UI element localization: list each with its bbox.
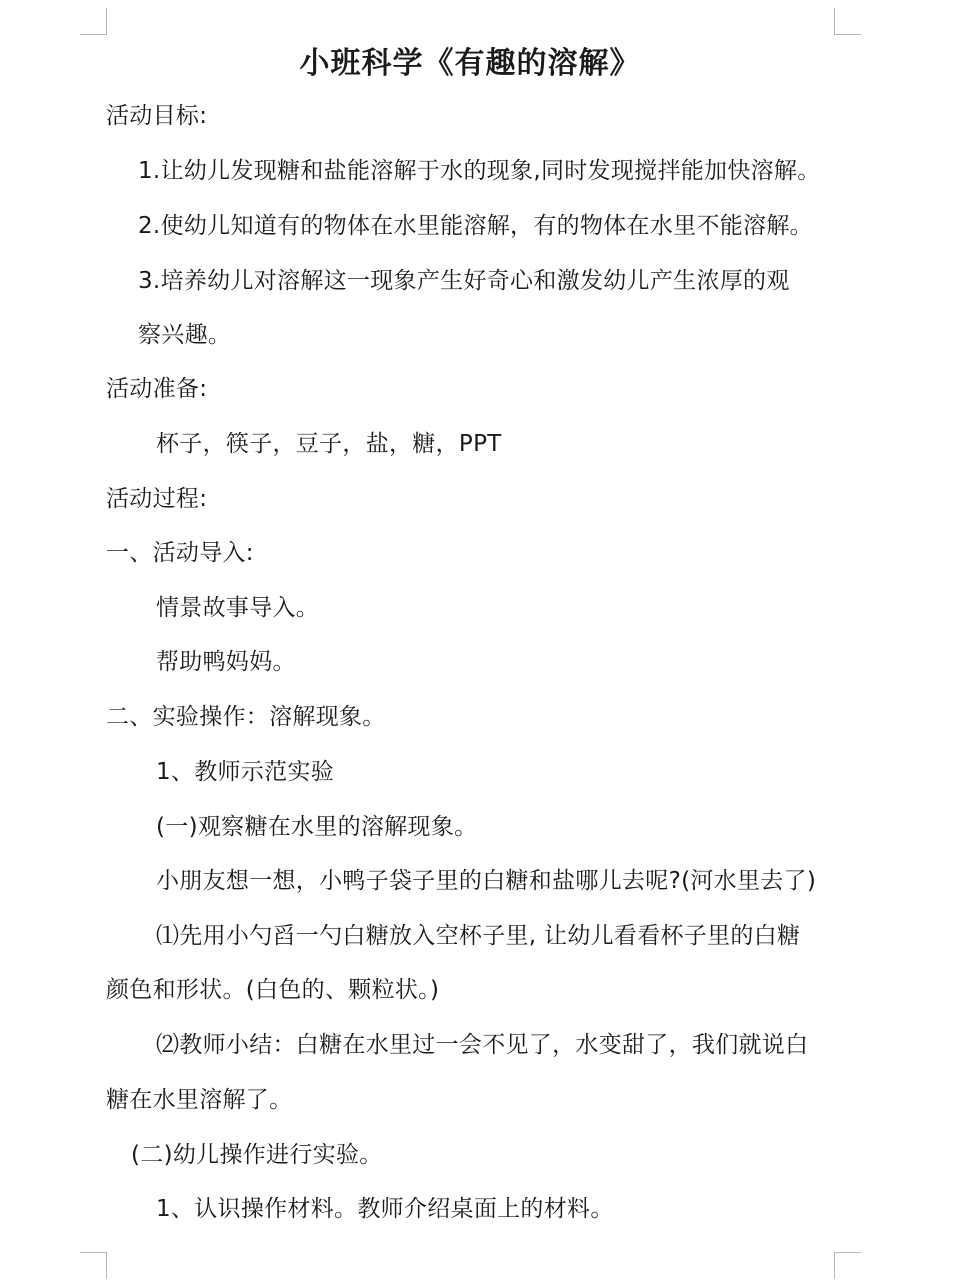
goal-item-3-continued: 察兴趣。 [138,322,232,348]
crop-mark-top-left [80,8,107,35]
sub-heading-observe-sugar: (一)观察糖在水里的溶解现象。 [156,814,478,840]
section-heading-process: 活动过程: [106,486,208,512]
question-line: 小朋友想一想，小鸭子袋子里的白糖和盐哪儿去呢?(河水里去了) [156,868,817,894]
step-heading-experiment: 二、实验操作：溶解现象。 [106,704,386,730]
crop-mark-bottom-left [80,1252,107,1279]
procedure-item-1: ⑴先用小勺舀一勺白糖放入空杯子里, 让幼儿看看杯子里的白糖 [156,923,801,949]
section-heading-preparation: 活动准备: [106,376,208,402]
procedure-item-2-continued: 糖在水里溶解了。 [106,1087,293,1113]
document-title: 小班科学《有趣的溶解》 [299,46,641,81]
sub-heading-demo: 1、教师示范实验 [156,759,335,785]
intro-line-2: 帮助鸭妈妈。 [156,649,296,675]
section-heading-goals: 活动目标: [106,103,208,129]
step-heading-introduction: 一、活动导入: [106,540,254,566]
crop-mark-bottom-right [834,1252,861,1279]
goal-item-1: 1.让幼儿发现糖和盐能溶解于水的现象,同时发现搅拌能加快溶解。 [138,158,821,184]
preparation-materials: 杯子，筷子，豆子，盐，糖，PPT [156,431,502,457]
goal-item-3: 3.培养幼儿对溶解这一现象产生好奇心和激发幼儿产生浓厚的观 [138,268,790,294]
intro-line-1: 情景故事导入。 [156,595,320,621]
sub-heading-child-experiment: (二)幼儿操作进行实验。 [131,1142,383,1168]
procedure-item-1-continued: 颜色和形状。(白色的、颗粒状。) [106,977,440,1003]
crop-mark-top-right [834,8,861,35]
goal-item-2: 2.使幼儿知道有的物体在水里能溶解，有的物体在水里不能溶解。 [138,213,813,239]
materials-intro-line: 1、认识操作材料。教师介绍桌面上的材料。 [156,1196,614,1222]
procedure-item-2: ⑵教师小结：白糖在水里过一会不见了，水变甜了，我们就说白 [156,1032,809,1058]
